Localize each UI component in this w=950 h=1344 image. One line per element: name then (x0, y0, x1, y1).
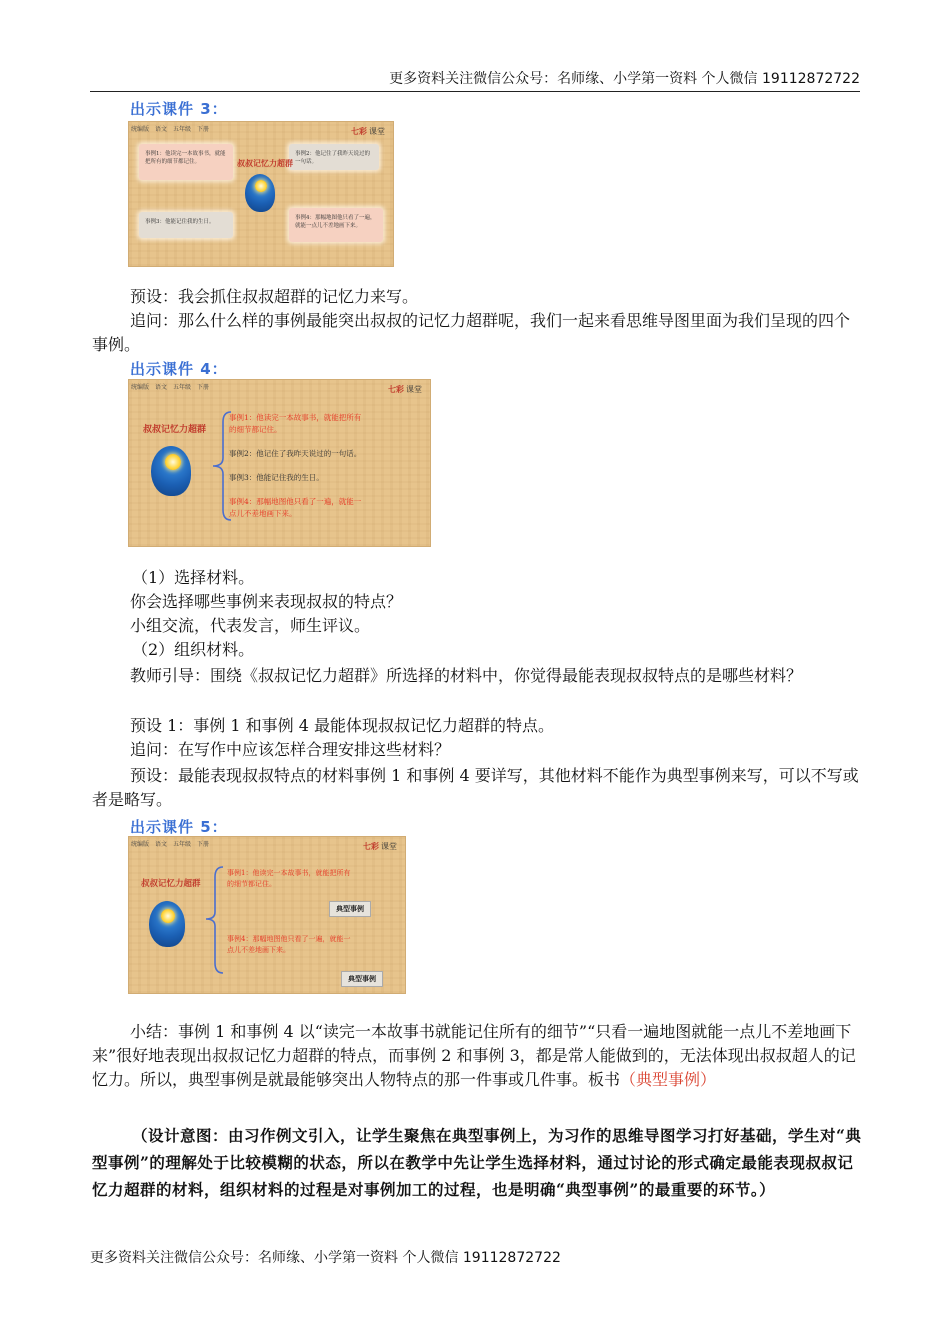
courseware-5-label: 出示课件 5： (130, 818, 228, 836)
case-card-4: 事例4：那幅地图他只看了一遍，就能一点儿不差地画下来。 (289, 208, 383, 242)
slide-logo: 七彩 课堂 (363, 842, 397, 851)
question-select: 你会选择哪些事例来表现叔叔的特点？ (130, 592, 403, 611)
case-3: 事例3：他能记住我的生日。 (229, 473, 324, 482)
teacher-guide: 教师引导：围绕《叔叔记忆力超群》所选择的材料中，你觉得最能表现叔叔特点的是哪些材料？ (130, 666, 803, 685)
case-4-line-1: 事例4：那幅地图他只看了一遍，就能一 (229, 497, 362, 506)
page-footer: 更多资料关注微信公众号：名师缘、小学第一资料 个人微信 19112872722 (90, 1250, 561, 1266)
slide-nav: 统编版 语文 五年级 下册 (131, 126, 210, 133)
slide-title: 叔叔记忆力超群 (141, 879, 201, 889)
courseware-4-label: 出示课件 4： (130, 360, 228, 378)
follow-up-2: 追问：在写作中应该怎样合理安排这些材料？ (130, 740, 451, 759)
case-card-1: 事例1：他读完一本故事书，就能把所有的细节都记住。 (139, 144, 233, 180)
slide-nav: 统编版 语文 五年级 下册 (131, 841, 210, 848)
courseware-3-label: 出示课件 3： (130, 100, 228, 118)
case-4-line-1: 事例4：那幅地图他只看了一遍，就能一 (227, 935, 351, 943)
step-select-material: （1）选择材料。 (132, 568, 255, 587)
courseware-4-slide (128, 379, 431, 547)
slide-nav: 统编版 语文 五年级 下册 (131, 384, 210, 391)
lightbulb-icon (161, 909, 175, 923)
page-header: 更多资料关注微信公众号：名师缘、小学第一资料 个人微信 19112872722 (90, 68, 860, 92)
case-1-line-2: 的细节都记住。 (229, 425, 282, 434)
lightbulb-icon (255, 180, 267, 192)
head-icon (149, 901, 185, 947)
case-card-2: 事例2：他记住了我昨天说过的一句话。 (289, 144, 379, 170)
follow-up-1: 追问：那么什么样的事例最能突出叔叔的记忆力超群呢，我们一起来看思维导图里面为我们呈现的四个事例。 (92, 311, 851, 354)
board-writing: （典型事例） (620, 1070, 717, 1089)
case-4-line-2: 点儿不差地画下来。 (229, 509, 297, 518)
design-intent: （设计意图：由习作例文引入，让学生聚焦在典型事例上，为习作的思维导图学习打好基础，学生对“典型事例”的理解处于比较模糊的状态，所以在教学中先让学生选择材料，通过讨论的形式确定最能表现叔叔记忆力超群的材料，组织材料的过程是对事例加工的过程，也是明确“典型事例”的最重要的环节。） (92, 1126, 862, 1199)
summary-text: 小结：事例 1 和事例 4 以“读完一本故事书就能记住所有的细节”“只看一遍地图就能一点儿不差地画下来”很好地表现出叔叔记忆力超群的特点，而事例 2 和事例 3，都是常人能做到的，无法体现出叔叔超人的记忆力。所以，典型事例是就最能够突出人物特点的那一件事或几件事。板书 (92, 1022, 856, 1089)
slide-logo: 七彩 课堂 (388, 385, 422, 394)
case-1-line-2: 的细节都记住。 (227, 880, 276, 888)
slide-logo: 七彩 课堂 (351, 127, 385, 136)
summary (92, 1020, 860, 1092)
slide-title: 叔叔记忆力超群 (237, 158, 293, 168)
step-organize-material: （2）组织材料。 (132, 640, 255, 659)
typical-case-callout-1: 典型事例 (329, 901, 371, 917)
group-discussion: 小组交流，代表发言，师生评议。 (130, 616, 371, 635)
preset-2: 预设 1：事例 1 和事例 4 最能体现叔叔记忆力超群的特点。 (130, 716, 554, 735)
lightbulb-icon (165, 454, 181, 470)
case-1-line-1: 事例1：他读完一本故事书，就能把所有 (229, 413, 362, 422)
case-2: 事例2：他记住了我昨天说过的一句话。 (229, 449, 362, 458)
courseware-5-slide (128, 836, 406, 994)
slide-title: 叔叔记忆力超群 (143, 425, 207, 435)
courseware-3-slide (128, 121, 394, 267)
preset-3: 预设：最能表现叔叔特点的材料事例 1 和事例 4 要详写，其他材料不能作为典型事例来写，可以不写或者是略写。 (92, 766, 859, 809)
case-card-3: 事例3：他能记住我的生日。 (139, 212, 233, 238)
case-1-line-1: 事例1：他读完一本故事书，就能把所有 (227, 869, 351, 877)
typical-case-callout-2: 典型事例 (341, 971, 383, 987)
preset-1: 预设：我会抓住叔叔超群的记忆力来写。 (130, 287, 419, 306)
case-4-line-2: 点儿不差地画下来。 (227, 946, 290, 954)
